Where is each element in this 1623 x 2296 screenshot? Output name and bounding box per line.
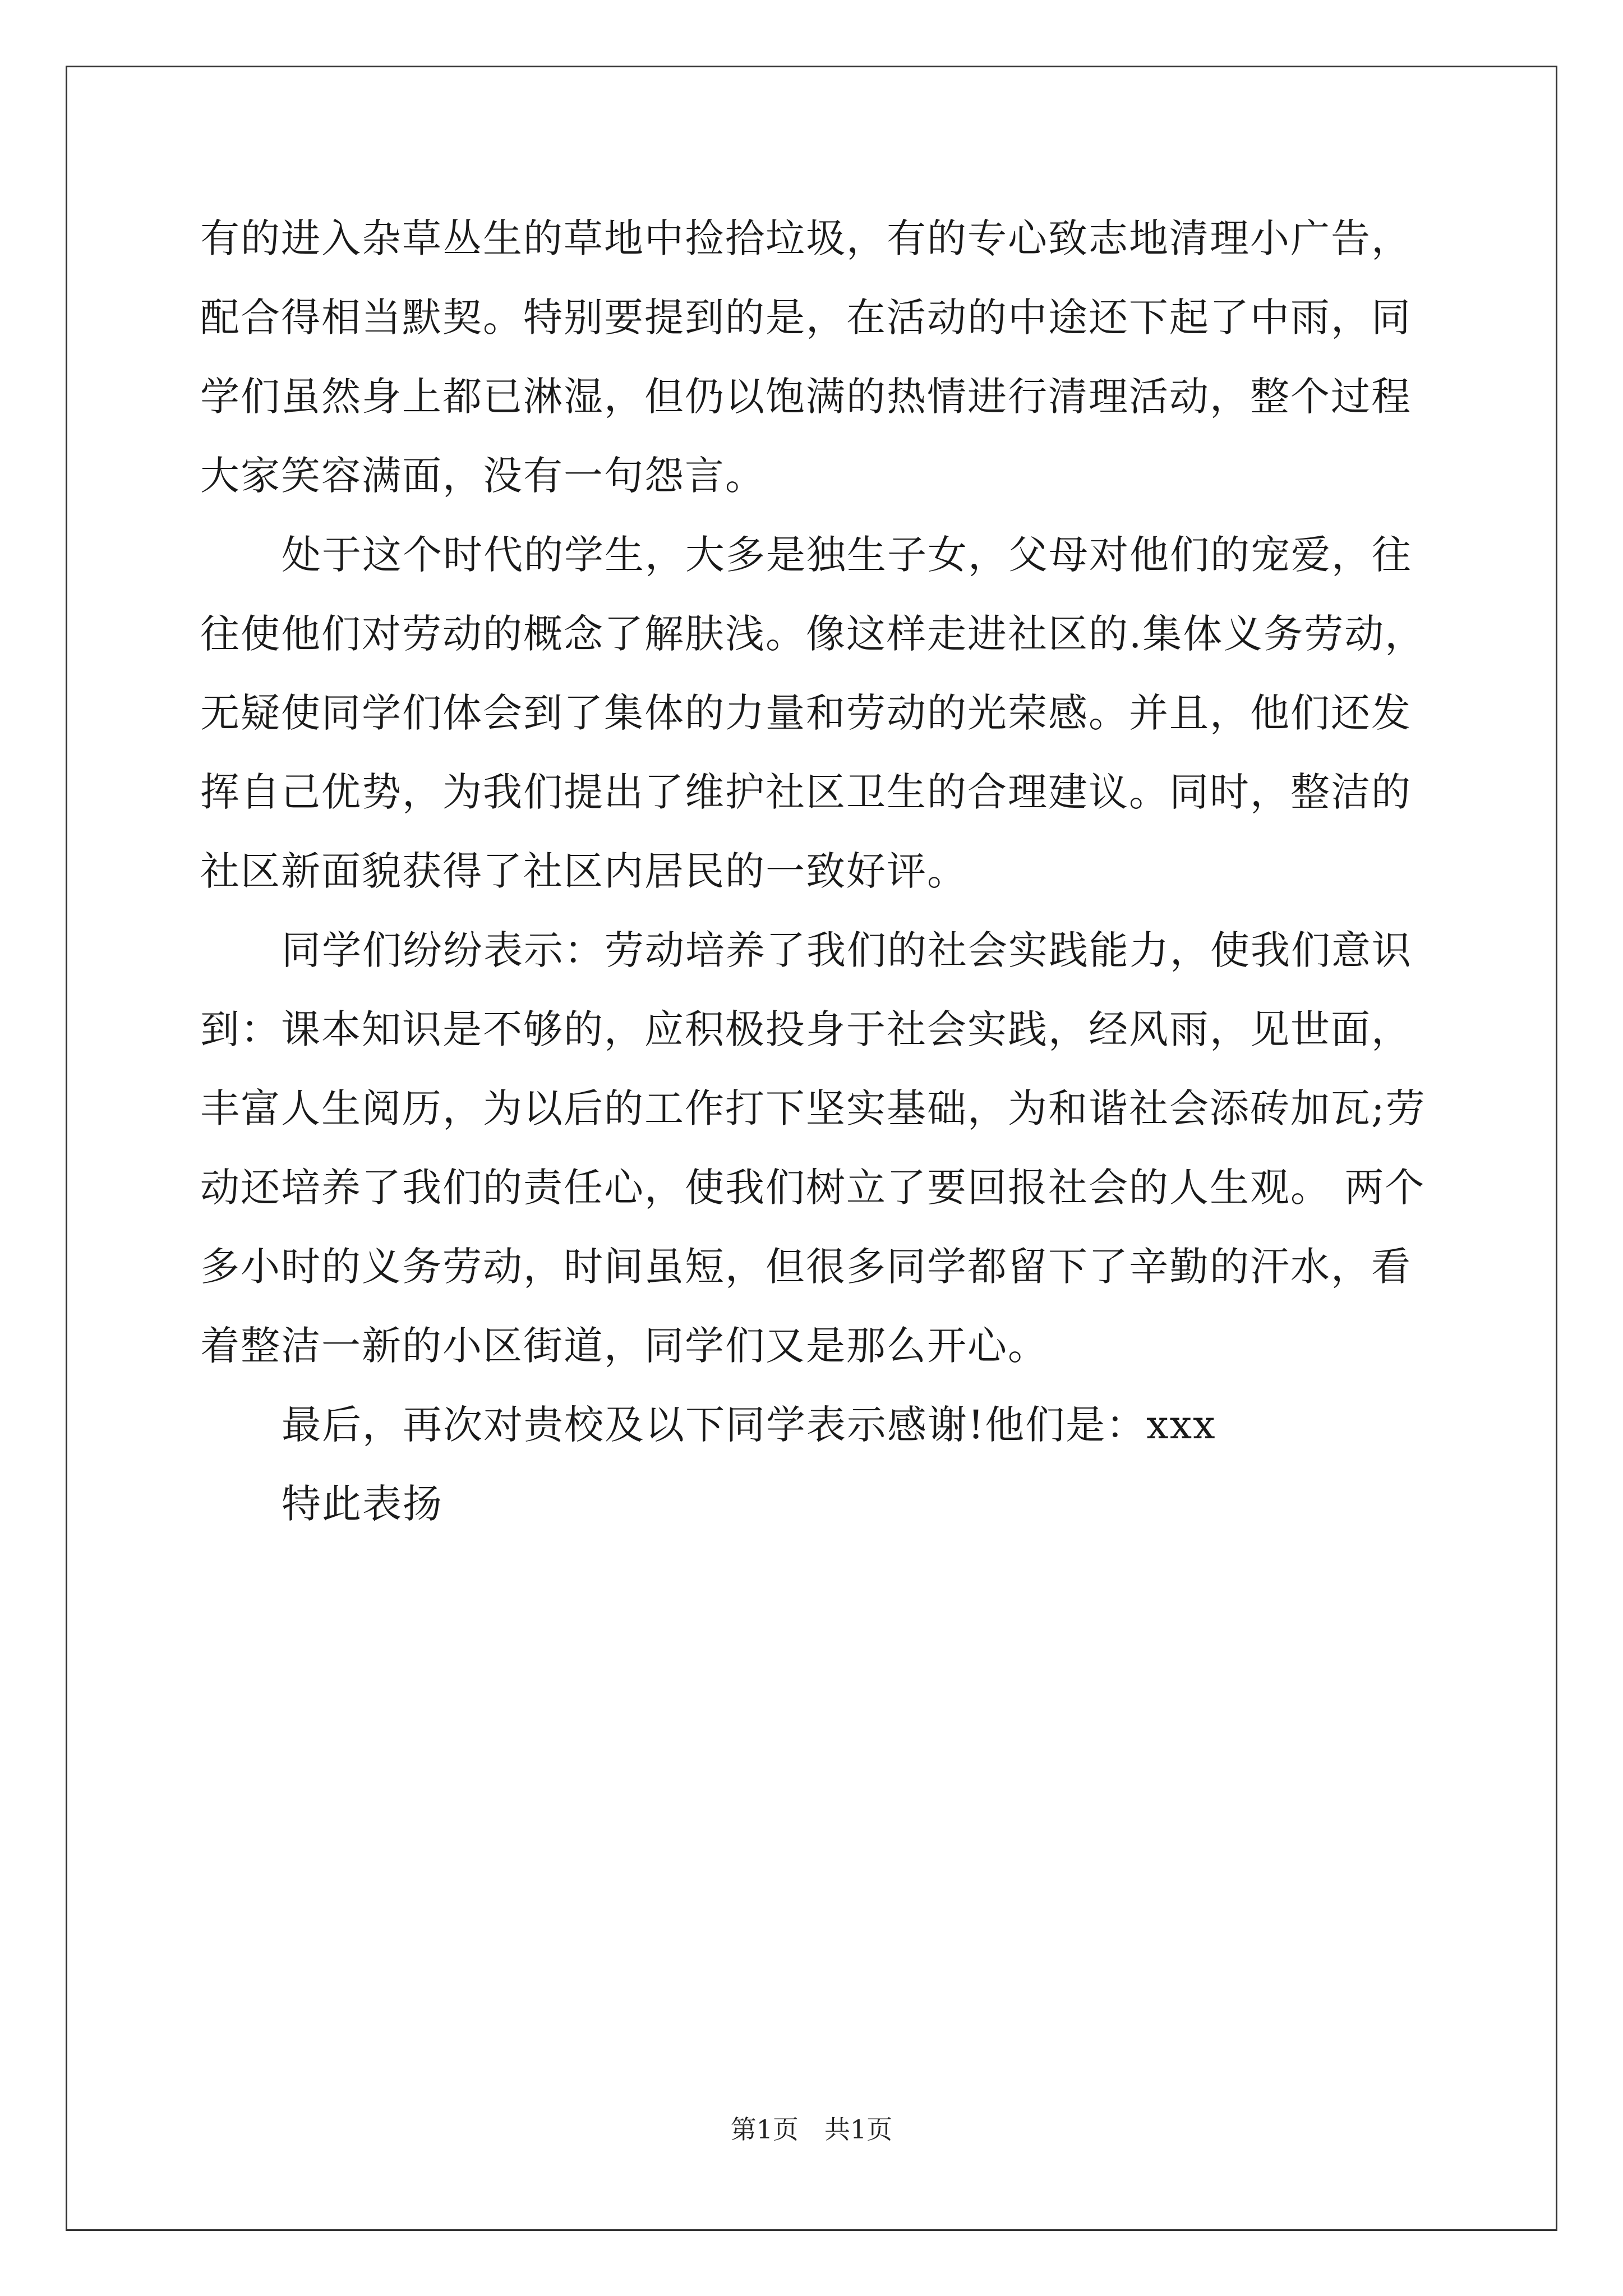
text-line: 有的进入杂草丛生的草地中捡拾垃圾，有的专心致志地清理小广告，	[200, 215, 1412, 261]
text-line: 配合得相当默契。特别要提到的是，在活动的中途还下起了中雨，同	[200, 295, 1412, 341]
text-line: 处于这个时代的学生，大多是独生子女，父母对他们的宠爱，往	[282, 532, 1412, 578]
paragraph	[200, 911, 1456, 1386]
text-line: 挥自己优势，为我们提出了维护社区卫生的合理建议。同时，整洁的	[200, 769, 1412, 815]
closing-line: 特此表扬	[282, 1481, 443, 1527]
text-line: 同学们纷纷表示：劳动培养了我们的社会实践能力，使我们意识	[282, 927, 1412, 973]
text-line: 往使他们对劳动的概念了解肤浅。像这样走进社区的.集体义务劳动，	[200, 611, 1426, 657]
text-line: 大家笑容满面，没有一句怨言。	[200, 453, 766, 499]
text-line: 丰富人生阅历，为以后的工作打下坚实基础，为和谐社会添砖加瓦;劳	[200, 1085, 1426, 1131]
text-line: 学们虽然身上都已淋湿，但仍以饱满的热情进行清理活动，整个过程	[200, 374, 1412, 420]
paragraph	[200, 199, 1456, 516]
text-line: 到：课本知识是不够的，应积极投身于社会实践，经风雨，见世面，	[200, 1006, 1412, 1052]
page-footer	[0, 2109, 1623, 2146]
text-line: 着整洁一新的小区街道，同学们又是那么开心。	[200, 1323, 1048, 1369]
page-total: 共1页	[824, 2114, 893, 2145]
document-body	[200, 199, 1456, 1544]
text-line: 多小时的义务劳动，时间虽短，但很多同学都留下了辛勤的汗水，看	[200, 1244, 1412, 1290]
paragraph	[200, 1386, 1456, 1465]
text-line: 动还培养了我们的责任心，使我们树立了要回报社会的人生观。 两个	[200, 1165, 1426, 1211]
paragraph	[200, 1465, 1456, 1544]
paragraph	[200, 516, 1456, 911]
text-line: 社区新面貌获得了社区内居民的一致好评。	[200, 848, 967, 894]
text-line: 最后，再次对贵校及以下同学表示感谢!他们是：xxx	[282, 1402, 1216, 1448]
text-line: 无疑使同学们体会到了集体的力量和劳动的光荣感。并且，他们还发	[200, 690, 1412, 736]
page-number: 第1页	[730, 2114, 799, 2145]
